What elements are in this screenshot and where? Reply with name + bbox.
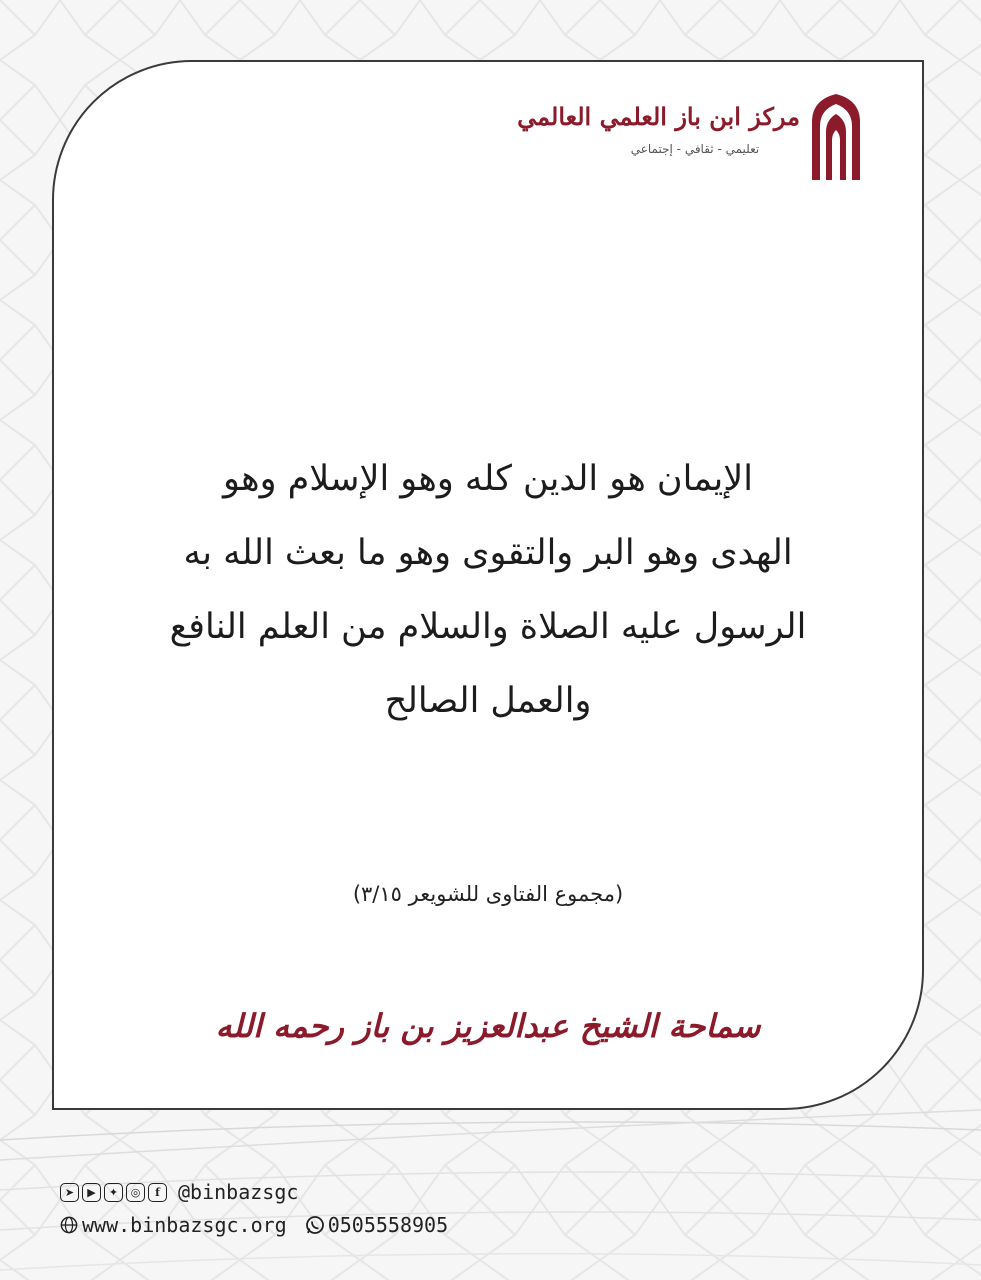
telegram-icon[interactable]: ➤ bbox=[60, 1183, 79, 1202]
twitter-icon[interactable]: ✦ bbox=[104, 1183, 123, 1202]
center-logo bbox=[517, 92, 864, 202]
whatsapp-icon bbox=[305, 1215, 325, 1235]
calligraphy-signature: سماحة الشيخ عبدالعزيز بن باز رحمه الله bbox=[215, 1007, 761, 1045]
quote-line: الإيمان هو الدين كله وهو الإسلام وهو bbox=[223, 459, 753, 499]
facebook-icon[interactable]: f bbox=[148, 1183, 167, 1202]
social-row bbox=[60, 1180, 298, 1204]
website-link[interactable]: www.binbazsgc.org bbox=[82, 1213, 287, 1237]
phone-number[interactable]: 0505558905 bbox=[327, 1213, 449, 1237]
instagram-icon[interactable]: ◎ bbox=[126, 1183, 145, 1202]
fatwa-quote bbox=[134, 442, 842, 738]
quote-line: الهدى وهو البر والتقوى وهو ما بعث الله به bbox=[183, 533, 793, 573]
contact-row bbox=[60, 1213, 448, 1237]
content-card bbox=[52, 60, 924, 1110]
quote-line: الرسول عليه الصلاة والسلام من العلم النافع bbox=[169, 607, 807, 647]
center-tagline: تعليمي - ثقافي - إجتماعي bbox=[630, 142, 760, 156]
quote-line: والعمل الصالح bbox=[384, 681, 592, 721]
globe-icon bbox=[60, 1216, 78, 1234]
source-citation: (مجموع الفتاوى للشويعر ٣/١٥) bbox=[352, 882, 624, 906]
youtube-icon[interactable]: ▶ bbox=[82, 1183, 101, 1202]
center-name: مركز ابن باز العلمي العالمي bbox=[517, 102, 800, 131]
social-handle[interactable]: @binbazsgc bbox=[178, 1180, 299, 1204]
mosque-arch-icon bbox=[808, 92, 864, 180]
